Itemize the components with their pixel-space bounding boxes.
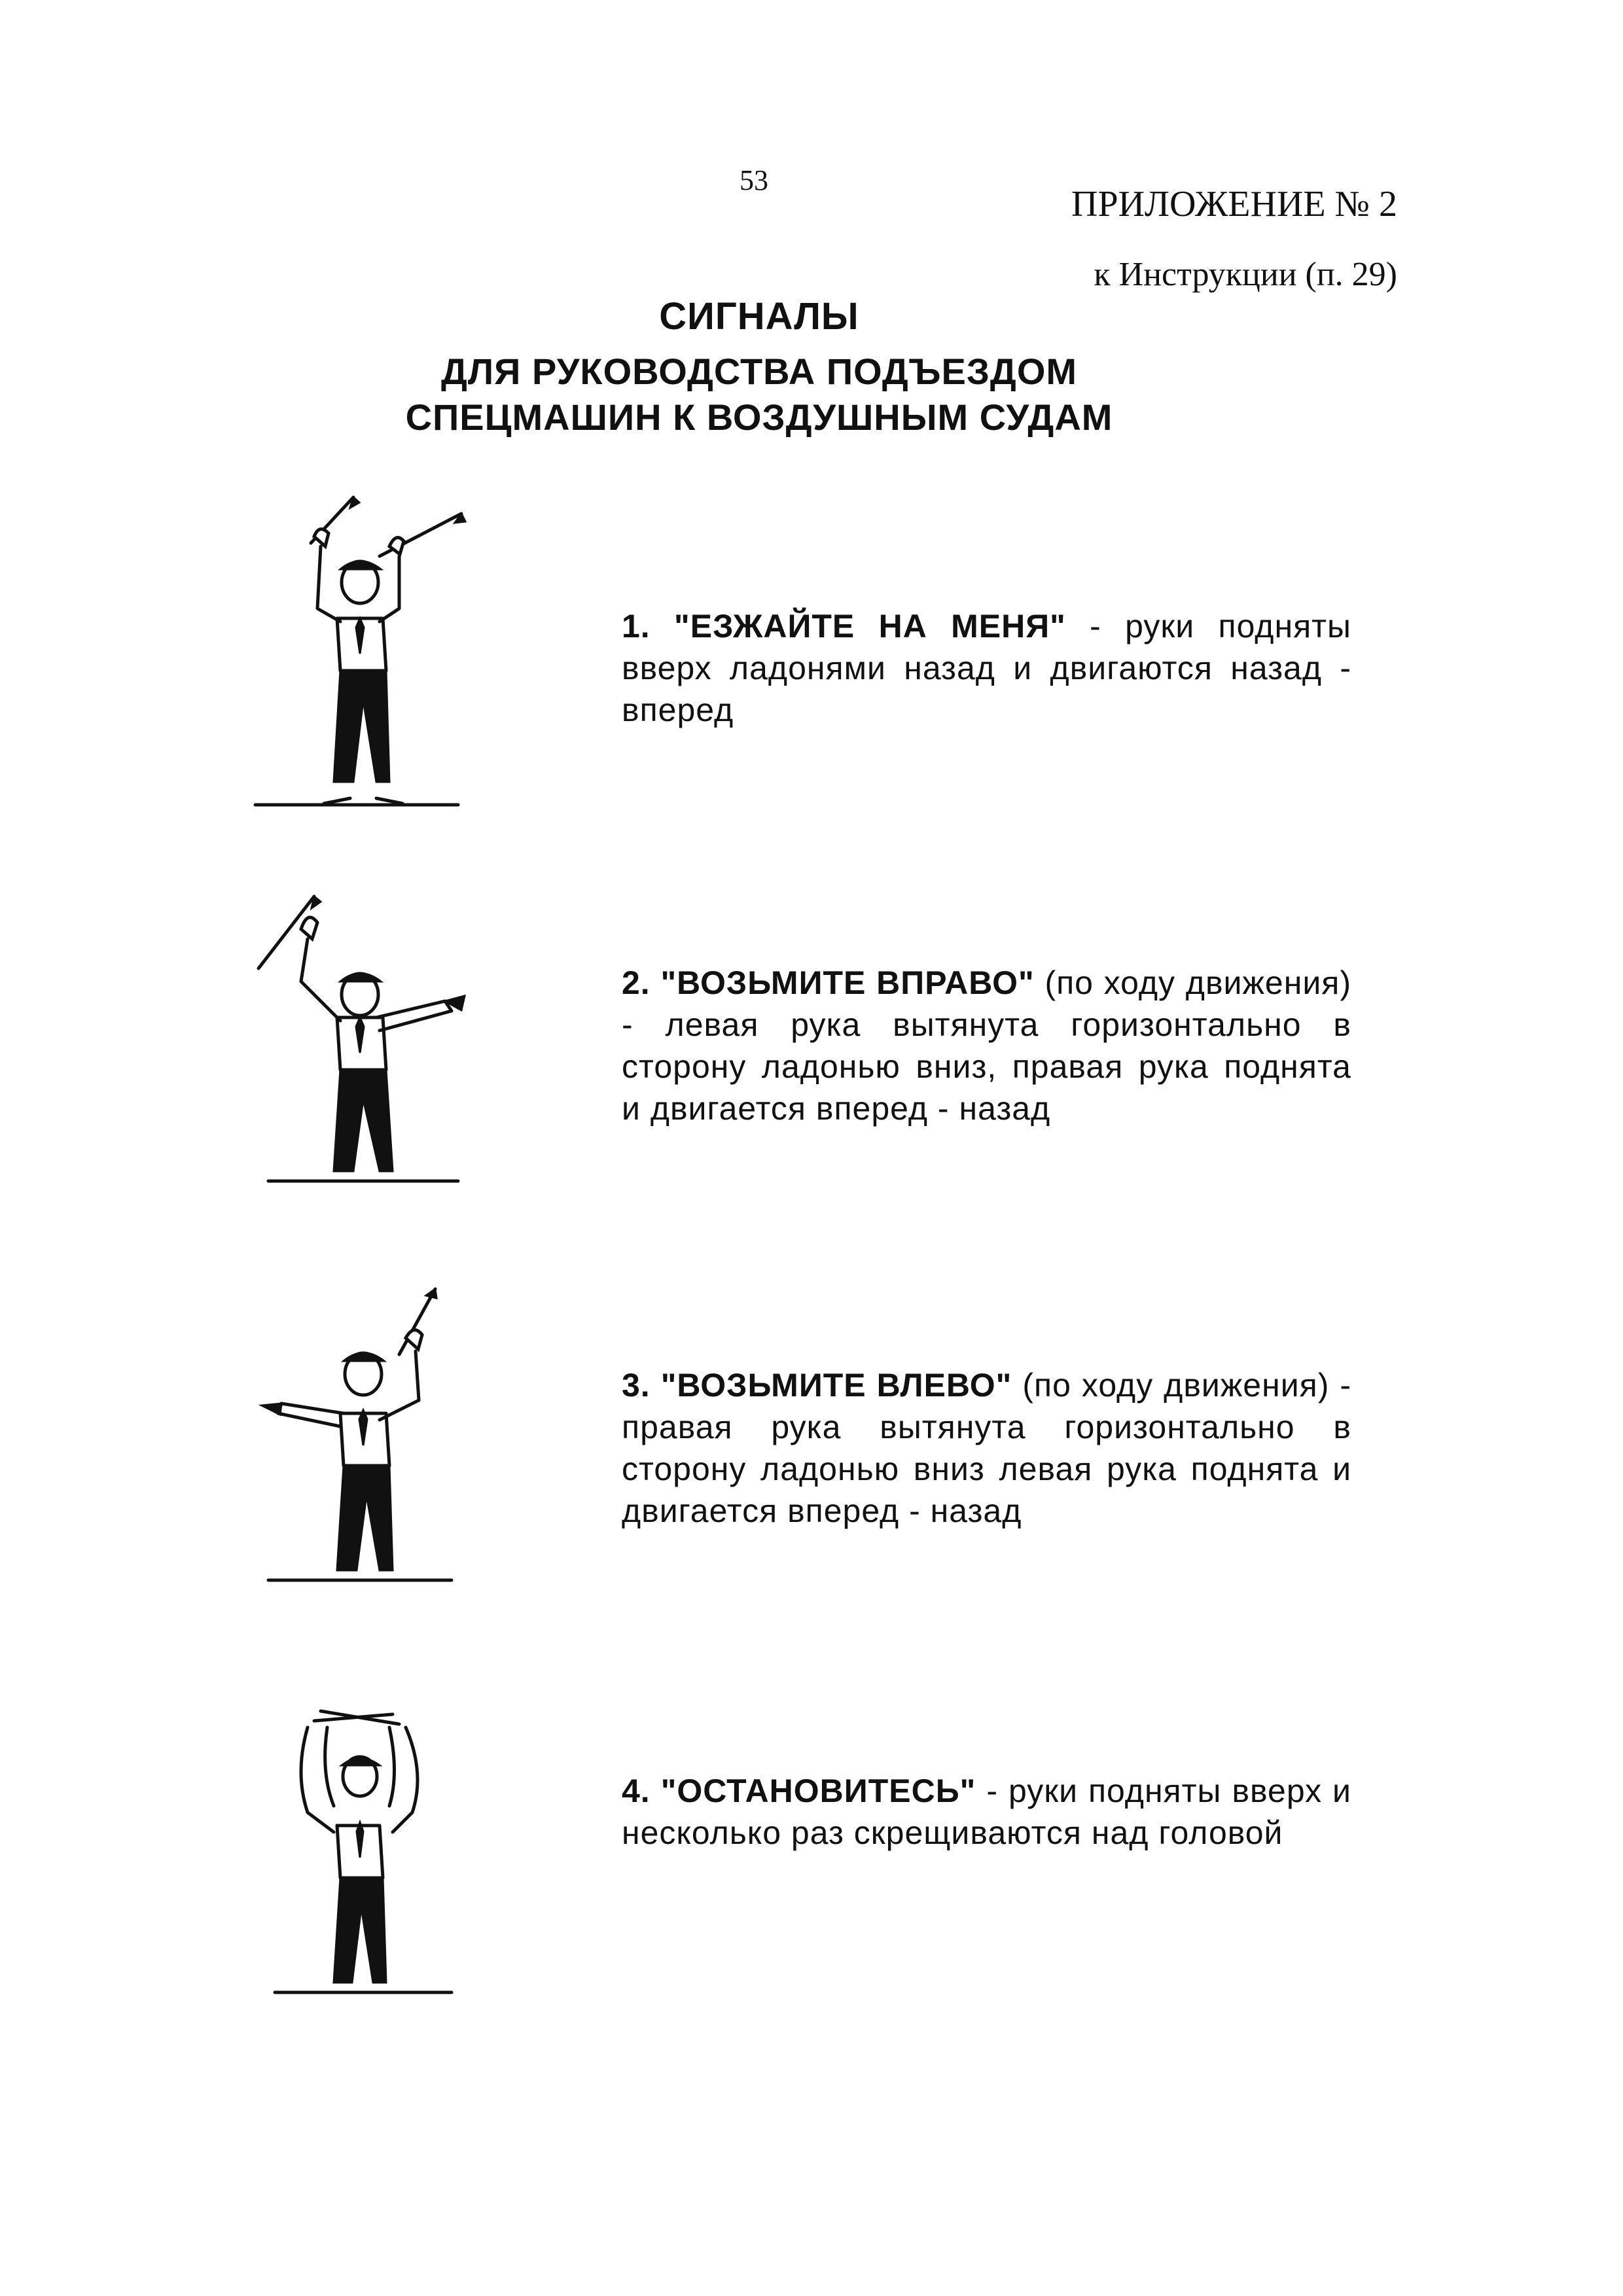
signal-number: 1. bbox=[622, 608, 651, 645]
document-subtitle-line-2: СПЕЦМАШИН К ВОЗДУШНЫМ СУДАМ bbox=[405, 397, 1113, 438]
signal-number: 2. bbox=[622, 964, 651, 1001]
signal-4 bbox=[622, 1770, 1351, 1854]
figure-turn-left-icon bbox=[242, 1276, 491, 1590]
signal-1 bbox=[622, 605, 1351, 731]
figure-stop-icon bbox=[262, 1701, 484, 2002]
appendix-reference: к Инструкции (п. 29) bbox=[1094, 256, 1397, 293]
signal-name: "ВОЗЬМИТЕ ВПРАВО" bbox=[660, 964, 1035, 1001]
signal-description: - руки подняты вверх и несколько раз скрещиваются над головой bbox=[622, 1773, 1351, 1851]
signal-name: "ВОЗЬМИТЕ ВЛЕВО" bbox=[660, 1367, 1012, 1404]
signal-number: 3. bbox=[622, 1367, 651, 1404]
document-subtitle-line-1: ДЛЯ РУКОВОДСТВА ПОДЪЕЗДОМ bbox=[440, 351, 1078, 392]
signal-2 bbox=[622, 962, 1351, 1129]
signal-3 bbox=[622, 1364, 1351, 1532]
appendix-label: ПРИЛОЖЕНИЕ № 2 bbox=[1071, 184, 1397, 224]
signal-name: "ОСТАНОВИТЕСЬ" bbox=[660, 1773, 976, 1809]
signal-description: (по ходу движения) - левая рука вытянута горизонтально в сторону ладонью вниз, правая рука поднята и двигается вперед - назад bbox=[622, 964, 1351, 1127]
page-number: 53 bbox=[740, 164, 768, 196]
figure-both-arms-up-icon bbox=[249, 484, 497, 811]
signal-number: 4. bbox=[622, 1773, 651, 1809]
signal-description: (по ходу движения) - правая рука вытянута горизонтально в сторону ладонью вниз левая рука поднята и двигается вперед - назад bbox=[622, 1367, 1351, 1529]
signal-description: - руки подняты вверх ладонями назад и двигаются назад - вперед bbox=[622, 608, 1351, 728]
figure-turn-right-icon bbox=[249, 883, 497, 1197]
signal-name: "ЕЗЖАЙТЕ НА МЕНЯ" bbox=[674, 608, 1066, 645]
document-title: СИГНАЛЫ bbox=[659, 295, 859, 338]
